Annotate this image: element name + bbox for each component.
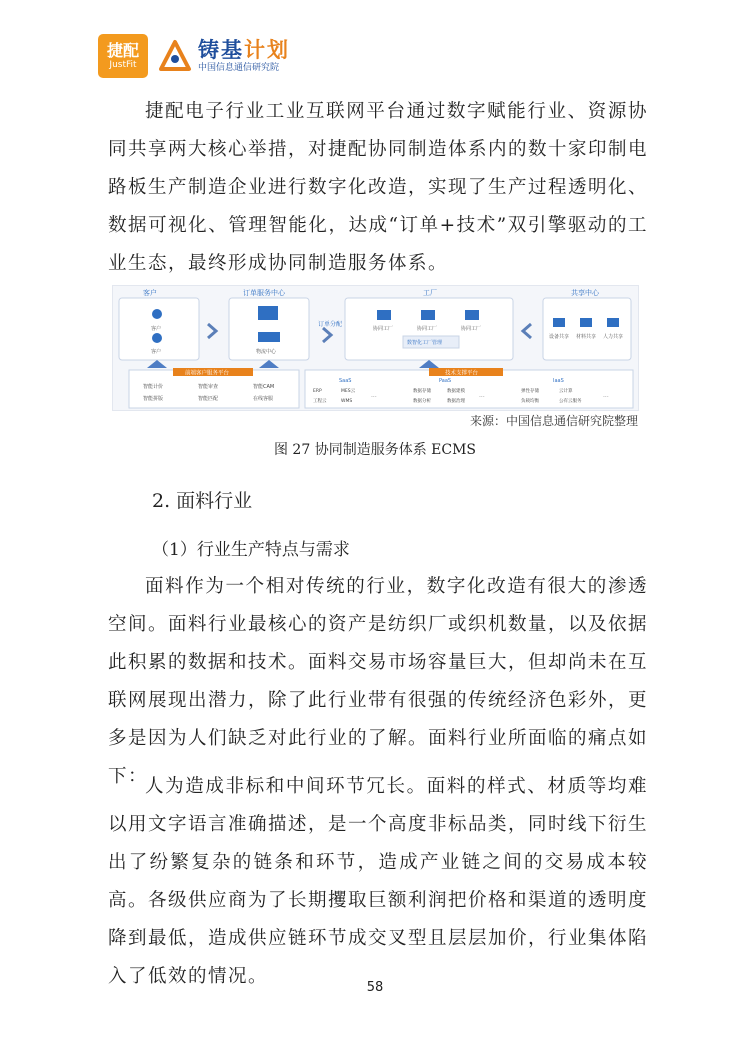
paas-ellipsis: ... bbox=[479, 392, 485, 399]
arrow-up-icon bbox=[147, 360, 167, 368]
platform-front-title: 前端客户服务平台 bbox=[185, 370, 230, 377]
customer-item-1: 客户 bbox=[151, 326, 162, 332]
panel-factory bbox=[345, 289, 513, 360]
page-number: 58 bbox=[366, 980, 384, 995]
front-item-2: 智能审查 bbox=[198, 384, 219, 390]
panel-order bbox=[229, 288, 309, 360]
factory-item-2: 协同工厂 bbox=[417, 326, 438, 332]
zhuji-title-b: 计划 bbox=[244, 38, 290, 62]
subsection-heading: （1）行业生产特点与需求 bbox=[152, 540, 350, 560]
paas-item-3: 数据分析 bbox=[413, 399, 431, 404]
panel-share-title: 共享中心 bbox=[571, 289, 599, 297]
iaas-item-4: 公有云服务 bbox=[559, 399, 582, 404]
paas-item-1: 数据存储 bbox=[413, 389, 431, 394]
factory-center: 数智化工厂管理 bbox=[407, 340, 443, 346]
share-item-3: 人力共享 bbox=[603, 334, 624, 340]
iaas-ellipsis: ... bbox=[603, 392, 609, 399]
share-item-1: 设备共享 bbox=[549, 334, 570, 340]
paas-label: PaaS bbox=[439, 378, 452, 384]
figure-source: 来源：中国信息通信研究院整理 bbox=[469, 414, 638, 428]
page-header bbox=[98, 33, 290, 79]
paas-item-2: 数据建模 bbox=[447, 389, 465, 394]
section-heading: 2. 面料行业 bbox=[152, 490, 253, 512]
arrow-right-icon bbox=[208, 324, 216, 338]
front-item-3: 智能CAM bbox=[253, 384, 275, 390]
iaas-item-1: 弹性存储 bbox=[521, 389, 539, 394]
saas-item-3: 工程云 bbox=[313, 399, 327, 404]
front-item-4: 智能拼版 bbox=[143, 396, 164, 402]
paragraph-fabric-pain-point: 人为造成非标和中间环节冗长。面料的样式、材质等均难以用文字语言准确描述，是一个高度非标品类，同时线下衍生出了纷繁复杂的链条和环节，造成产业链之间的交易成本较高。各级供应商为了长期攫取巨额利润把价格和渠道的透明度降到最低，造成供应链环节成交叉型且层层加价，行业集体陷入了低效的情况。 bbox=[108, 776, 649, 987]
saas-label: SaaS bbox=[339, 378, 352, 384]
paragraph-fabric-overview: 面料作为一个相对传统的行业，数字化改造有很大的渗透空间。面料行业最核心的资产是纺织厂或织机数量，以及依据此积累的数据和技术。面料交易市场容量巨大，但却尚未在互联网展现出潜力，除了此行业带有很强的传统经济色彩外，更多是因为人们缺乏对此行业的了解。面料行业所面临的痛点如下： bbox=[108, 576, 649, 787]
saas-ellipsis: ... bbox=[371, 392, 377, 399]
saas-item-1: ERP bbox=[313, 389, 322, 394]
arrow-left-icon bbox=[523, 324, 531, 338]
front-item-1: 智能计价 bbox=[143, 384, 164, 390]
paas-item-4: 数据治理 bbox=[447, 399, 465, 404]
ecms-diagram bbox=[112, 285, 639, 411]
ecms-diagram-svg bbox=[113, 286, 638, 410]
saas-item-2: MES云 bbox=[341, 389, 356, 394]
jiepei-logo-subtext: JustFit bbox=[109, 59, 137, 70]
panel-share bbox=[543, 288, 631, 360]
jiepei-logo bbox=[98, 34, 148, 78]
zhuji-subtitle: 中国信息通信研究院 bbox=[198, 63, 280, 73]
platform-tech-title: 技术支撑平台 bbox=[445, 370, 479, 377]
front-item-6: 在线客服 bbox=[253, 396, 274, 402]
factory-item-3: 协同工厂 bbox=[461, 326, 482, 332]
platform-tech bbox=[305, 368, 633, 408]
saas-item-4: WMS bbox=[341, 399, 353, 404]
order-item-logistics: 物流中心 bbox=[256, 349, 277, 355]
panel-customer-title: 客户 bbox=[143, 289, 157, 297]
share-item-2: 材料共享 bbox=[576, 334, 597, 340]
customer-item-2: 客户 bbox=[151, 349, 162, 355]
platform-front bbox=[129, 368, 299, 408]
arrow-up-icon bbox=[259, 360, 279, 368]
arrow-right-icon bbox=[323, 328, 331, 342]
factory-item-1: 协同工厂 bbox=[373, 326, 394, 332]
figure-caption: 图 27 协同制造服务体系 ECMS bbox=[273, 442, 477, 458]
panel-factory-title: 工厂 bbox=[423, 289, 437, 297]
front-item-5: 智能匹配 bbox=[198, 396, 219, 402]
order-dispatch-label: 订单分配 bbox=[318, 321, 343, 328]
panel-order-title: 订单服务中心 bbox=[243, 289, 285, 297]
iaas-item-2: 云计算 bbox=[559, 389, 573, 394]
zhuji-triangle-icon bbox=[158, 39, 192, 73]
paragraph-intro: 捷配电子行业工业互联网平台通过数字赋能行业、资源协同共享两大核心举措，对捷配协同制造体系内的数十家印制电路板生产制造企业进行数字化改造，实现了生产过程透明化、数据可视化、管理智能化，达成“订单+技术”双引擎驱动的工业生态，最终形成协同制造服务体系。 bbox=[108, 101, 649, 274]
iaas-item-3: 负载均衡 bbox=[521, 399, 539, 404]
arrow-up-icon bbox=[419, 360, 439, 368]
jiepei-logo-text: 捷配 bbox=[106, 40, 139, 60]
panel-customer bbox=[119, 288, 199, 360]
iaas-label: IaaS bbox=[553, 378, 564, 384]
zhuji-logo bbox=[158, 38, 290, 74]
zhuji-title-a: 铸基 bbox=[198, 38, 244, 62]
zhuji-title bbox=[198, 38, 290, 62]
